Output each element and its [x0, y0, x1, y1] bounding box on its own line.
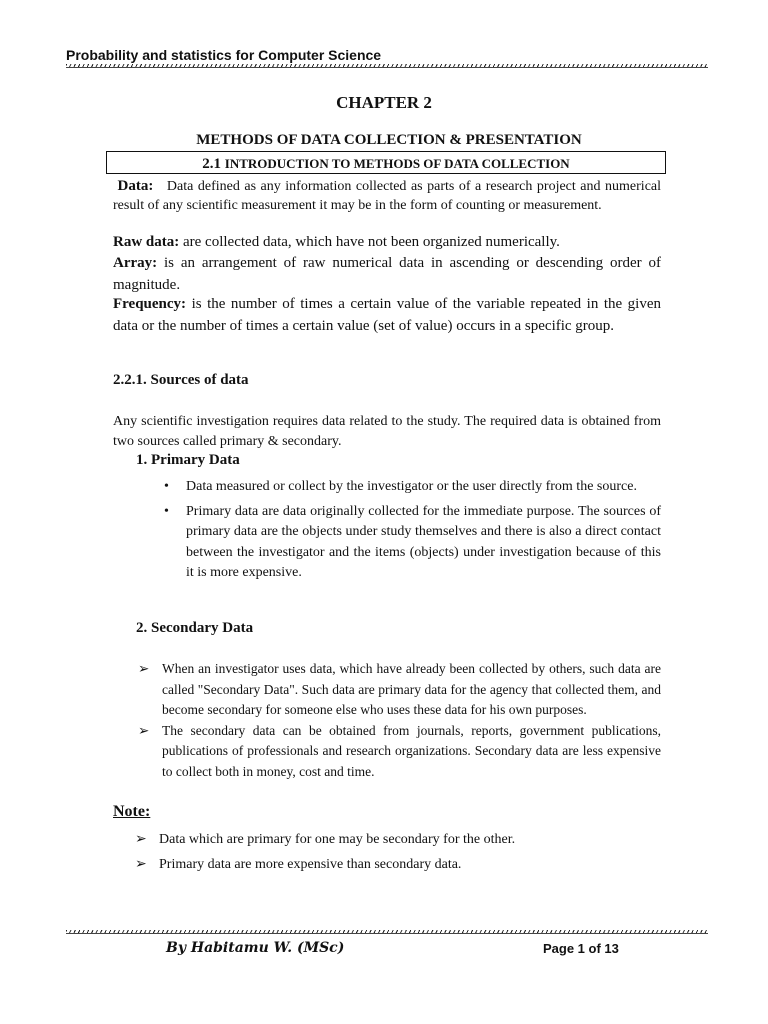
- definition-raw-data: [113, 231, 661, 253]
- chapter-title: METHODS OF DATA COLLECTION & PRESENTATION: [196, 132, 582, 148]
- definition-term: Data:: [117, 178, 154, 194]
- list-item: [164, 502, 661, 584]
- arrow-bullet-icon: ➢: [138, 722, 150, 738]
- footer-divider: [66, 930, 708, 934]
- primary-data-heading: 1. Primary Data: [136, 452, 240, 468]
- running-header: Probability and statistics for Computer Science: [66, 47, 382, 63]
- definition-text: is the number of times a certain value of the variable repeated in the given data or the number of times a certain value (set of value) occurs in a specific group.: [113, 296, 662, 334]
- chapter-label: CHAPTER 2: [336, 93, 432, 112]
- list-item-text: Primary data are more expensive than secondary data.: [159, 857, 462, 872]
- list-item-text: When an investigator uses data, which have already been collected by others, such data are called "Secondary Data". Such data are primary data for the agency that collected them, and become secondary for someone else who uses these data for his own purposes.: [162, 661, 661, 717]
- footer-author: By Habitamu W. (MSc): [166, 940, 345, 956]
- section-number: 2.1: [202, 156, 222, 172]
- bullet-dot-icon: •: [164, 479, 169, 494]
- definition-term: Raw data:: [113, 234, 180, 250]
- list-item: [136, 659, 661, 721]
- note-list: [133, 827, 661, 877]
- list-item: [133, 827, 661, 852]
- list-item-text: Data which are primary for one may be secondary for the other.: [159, 832, 516, 847]
- arrow-bullet-icon: ➢: [138, 661, 150, 676]
- list-item-text: The secondary data can be obtained from journals, reports, government publications, publications of professionals and research organizations. Secondary data are less expensive to collect both in money, cost and time.: [162, 722, 661, 779]
- definition-text: are collected data, which have not been organized numerically.: [183, 234, 560, 250]
- list-item-text: Primary data are data originally collected for the immediate purpose. The sources of primary data are the objects under study themselves and there is also a direct contact between the investigator and the items (objects) under investigation because of this it is more expensive.: [186, 503, 661, 580]
- sources-heading: 2.2.1. Sources of data: [113, 372, 249, 388]
- definition-data: [113, 177, 661, 215]
- arrow-bullet-icon: ➢: [135, 857, 147, 872]
- secondary-data-heading: 2. Secondary Data: [136, 620, 254, 636]
- definition-frequency: [113, 293, 661, 337]
- definition-term: Frequency:: [113, 296, 187, 312]
- section-title: INTRODUCTION TO METHODS OF DATA COLLECTION: [224, 156, 570, 171]
- page-number: Page 1 of 13: [543, 941, 619, 956]
- definition-term: Array:: [113, 255, 158, 271]
- arrow-bullet-icon: ➢: [135, 832, 147, 847]
- definition-text: is an arrangement of raw numerical data in ascending or descending order of magnitude.: [113, 255, 661, 293]
- section-box: [106, 151, 666, 174]
- list-item-text: Data measured or collect by the investigator or the user directly from the source.: [186, 479, 637, 494]
- list-item: [133, 852, 661, 877]
- header-divider: [66, 64, 708, 68]
- note-label: Note:: [113, 803, 151, 820]
- primary-data-list: [164, 477, 661, 588]
- definition-text: Data defined as any information collected as parts of a research project and numerical result of any scientific measurement it may be in the form of counting or measurement.: [113, 179, 662, 213]
- bullet-dot-icon: •: [164, 503, 169, 519]
- list-item: [136, 721, 661, 783]
- sources-intro: Any scientific investigation requires data related to the study. The required data is obtained from two sources called primary & secondary.: [113, 414, 661, 449]
- list-item: [164, 477, 661, 498]
- definition-array: [113, 252, 661, 296]
- secondary-data-list: [136, 659, 661, 782]
